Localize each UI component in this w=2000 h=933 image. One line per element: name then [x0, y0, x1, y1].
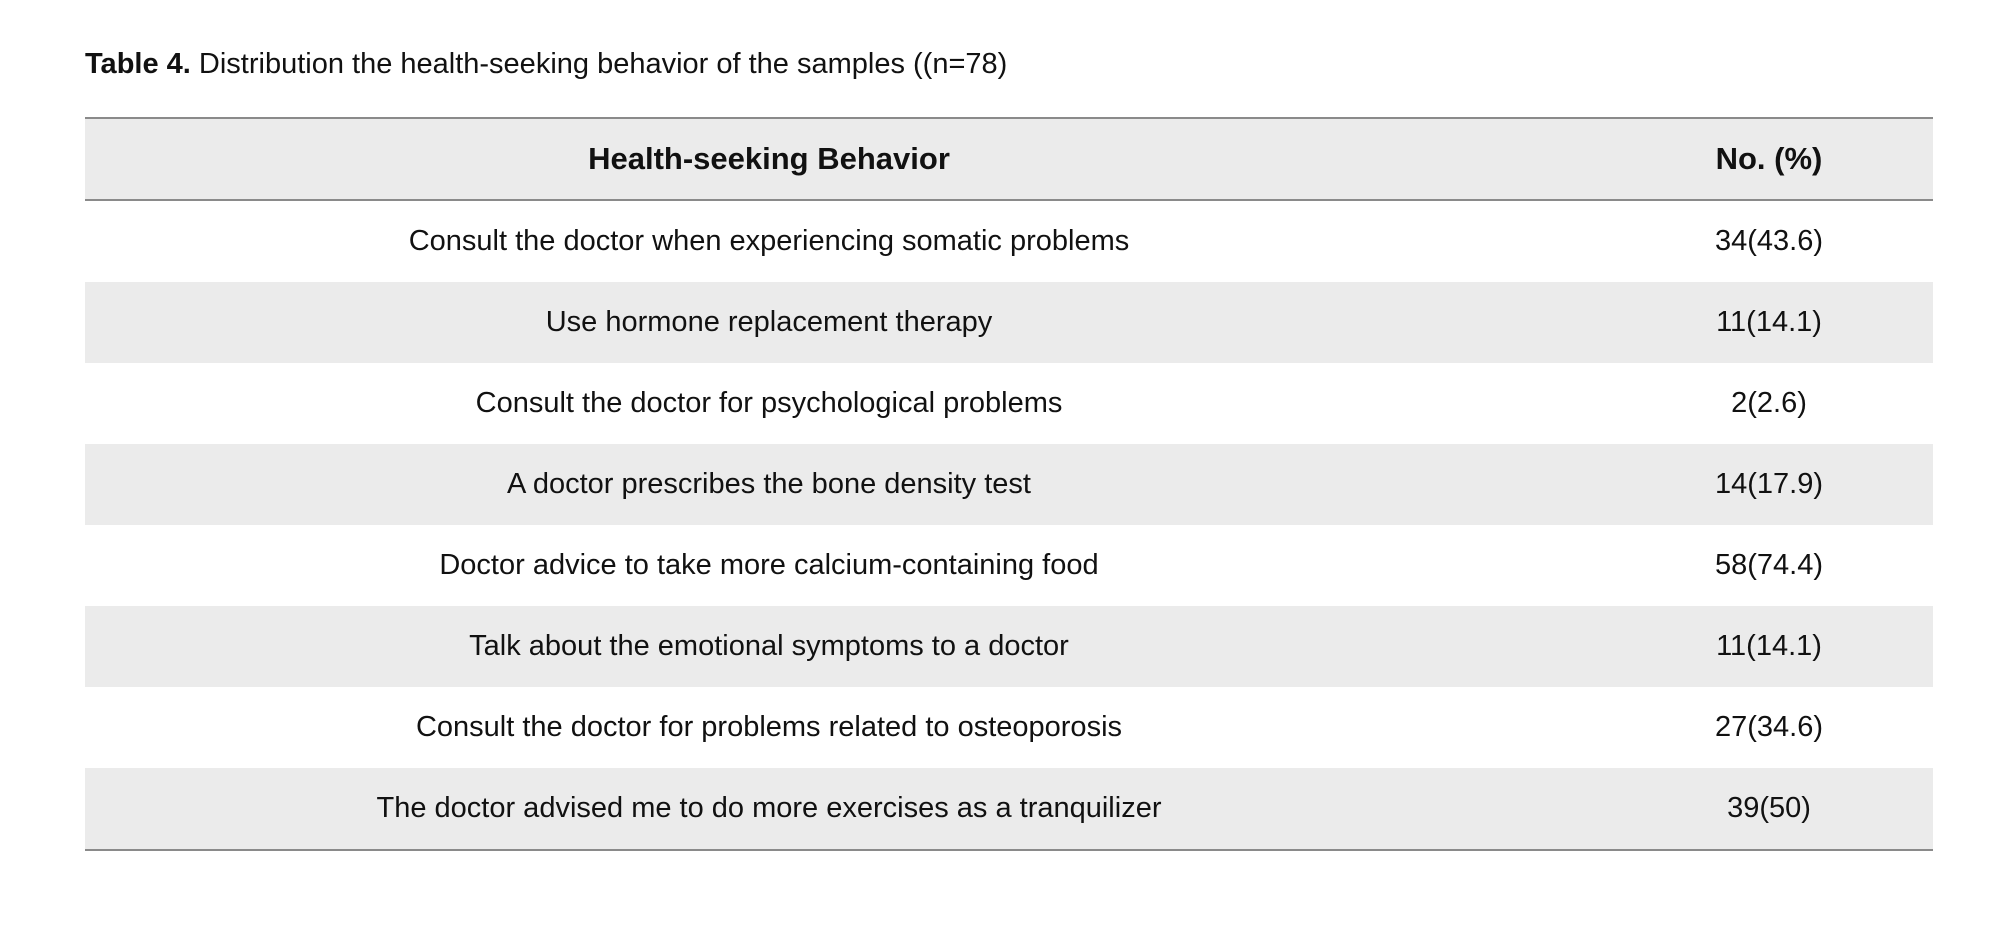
table-row — [85, 687, 1933, 768]
header-behavior: Health-seeking Behavior — [85, 118, 1605, 200]
behavior-cell: Doctor advice to take more calcium-containing food — [439, 549, 1099, 581]
table-row — [85, 444, 1933, 525]
behavior-cell: Consult the doctor when experiencing somatic problems — [408, 225, 1130, 257]
value-cell: 58(74.4) — [1714, 549, 1823, 581]
header-count-percent: No. (%) — [1605, 118, 1933, 200]
health-seeking-table — [85, 117, 1933, 851]
table-header-row — [85, 118, 1933, 200]
table-caption-label: Table 4. — [85, 48, 191, 80]
behavior-cell: A doctor prescribes the bone density test — [507, 468, 1031, 500]
behavior-cell: Consult the doctor for psychological problems — [475, 387, 1063, 419]
table-row — [85, 525, 1933, 606]
value-cell: 14(17.9) — [1714, 468, 1823, 500]
behavior-cell: Consult the doctor for problems related to osteoporosis — [415, 711, 1123, 743]
table-caption-text: Distribution the health-seeking behavior of the samples ((n=78) — [190, 48, 1008, 80]
table-caption — [85, 44, 1007, 84]
value-cell: 27(34.6) — [1714, 711, 1823, 743]
value-cell: 39(50) — [1605, 768, 1933, 850]
table-row — [85, 282, 1933, 363]
behavior-cell: Use hormone replacement therapy — [545, 306, 993, 338]
value-cell: 34(43.6) — [1714, 225, 1823, 257]
behavior-cell: The doctor advised me to do more exercises as a tranquilizer — [85, 768, 1605, 850]
table-row — [85, 363, 1933, 444]
table-row — [85, 606, 1933, 687]
value-cell: 2(2.6) — [1731, 387, 1807, 419]
value-cell: 11(14.1) — [1716, 306, 1822, 338]
behavior-cell: Talk about the emotional symptoms to a doctor — [469, 630, 1069, 662]
table-row — [85, 768, 1933, 850]
table-row — [85, 200, 1933, 282]
value-cell: 11(14.1) — [1716, 630, 1822, 662]
